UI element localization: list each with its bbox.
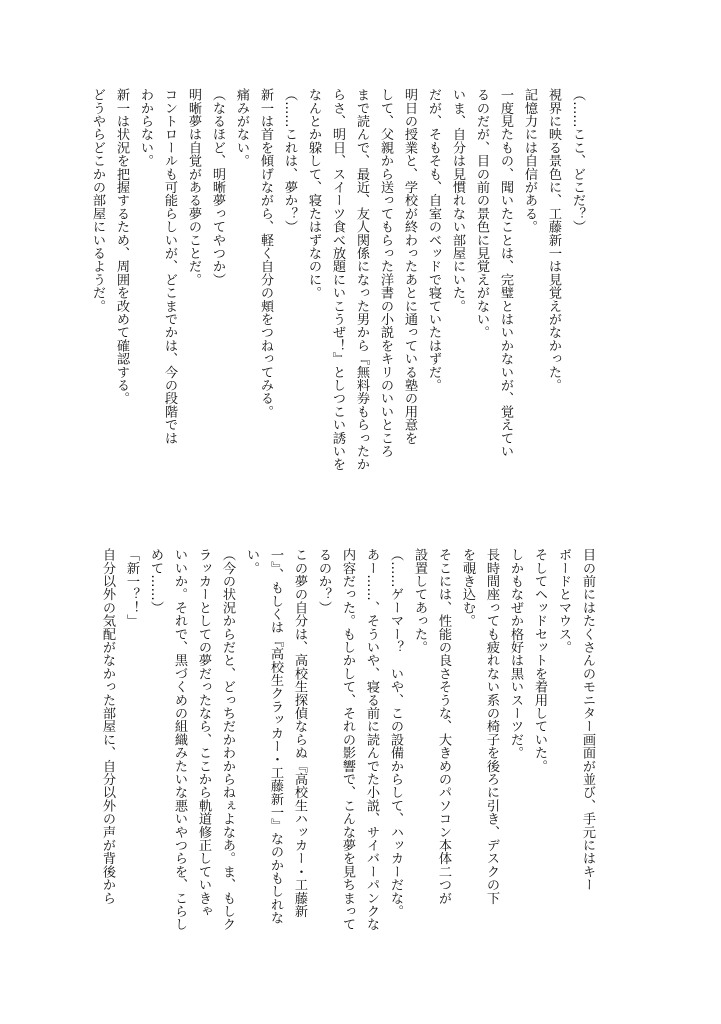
text-line: 新一は状況を把握するため、周囲を改めて確認する。 xyxy=(114,88,129,405)
text-line: （……ここ、どこだ？） xyxy=(570,88,585,234)
text-line: 内容だった。もしかして、それの影響で、こんな夢を見ちまって xyxy=(340,548,355,931)
text-line: 痛みがない。 xyxy=(234,88,249,168)
text-line: ボードとマウス。 xyxy=(556,548,571,654)
text-line: あー……、そういや、寝る前に読んでた小説、サイバーパンクな xyxy=(364,548,379,931)
text-line: 自分以外の気配がなかった部屋に、自分以外の声が背後から xyxy=(100,548,115,905)
text-line: どうやらどこかの部屋にいるようだ。 xyxy=(90,88,105,313)
text-line: わからない。 xyxy=(138,88,153,168)
text-line: だが、そもそも、自室のベッドで寝ていたはずだ。 xyxy=(426,88,441,392)
text-line: そしてヘッドセットを着用していた。 xyxy=(532,548,547,773)
text-line: いま、自分は見慣れない部屋にいた。 xyxy=(450,88,465,313)
text-line: 一』、もしくは『高校生クラッカー・工藤新一』なのかもしれな xyxy=(268,548,283,925)
text-line: なんとか躱して、寝たはずなのに。 xyxy=(306,88,321,300)
text-line: まで読んで、最近、友人関係になった男から『無料券もらったか xyxy=(354,88,369,471)
text-line: 明日の授業と、学校が終わったあとに通っている塾の用意を xyxy=(402,88,417,445)
text-line: い。 xyxy=(244,548,259,575)
text-line: 記憶力には自信がある。 xyxy=(522,88,537,234)
text-line: （今の状況からだと、どっちだかわからねぇよなあ。ま、もしク xyxy=(220,548,235,931)
text-line: そこには、性能の良さそうな、大きめのパソコン本体二つが xyxy=(436,548,451,905)
text-line: コントロールも可能らしいが、どこまでかは、今の段階では xyxy=(162,88,177,445)
text-line: 一度見たもの、聞いたことは、完璧とはいかないが、覚えてい xyxy=(498,88,513,458)
text-line: （……ゲーマー？ いや、この設備からして、ハッカーだな。 xyxy=(388,548,403,918)
text-line: 長時間座っても疲れない系の椅子を後ろに引き、デスクの下 xyxy=(484,548,499,905)
text-line: 明晰夢は自覚がある夢のことだ。 xyxy=(186,88,201,286)
text-line: いいか。それで、黒づくめの組織みたいな悪いやつらを、こらし xyxy=(172,548,187,931)
text-line: （……これは、夢か？） xyxy=(282,88,297,234)
text-line: 目の前にはたくさんのモニター画面が並び、手元にはキー xyxy=(580,548,595,892)
text-line: 新一は首を傾げながら、軽く自分の頬をつねってみる。 xyxy=(258,88,273,418)
text-line: 「新一？！」 xyxy=(124,548,139,628)
text-line: 視界に映る景色に、工藤新一は見覚えがなかった。 xyxy=(546,88,561,392)
text-line: して、父親から送ってもらった洋書の小説をキリのいいところ xyxy=(378,88,393,458)
text-line: るのだが、目の前の景色に見覚えがない。 xyxy=(474,88,489,339)
text-line: しかもなぜか格好は黒いスーツだ。 xyxy=(508,548,523,760)
text-line: めて……） xyxy=(148,548,163,614)
text-line: ラッカーとしての夢だったなら、ここから軌道修正していきゃ xyxy=(196,548,211,918)
text-line: るのか？） xyxy=(316,548,331,614)
text-line: （なるほど、明晰夢ってやつか） xyxy=(210,88,225,286)
text-line: この夢の自分は、高校生探偵ならぬ『高校生ハッカー・工藤新 xyxy=(292,548,307,918)
text-line: らさ、明日、スイーツ食べ放題にいこうぜ！』としつこい誘いを xyxy=(330,88,345,471)
text-line: を覗き込む。 xyxy=(460,548,475,628)
text-line: 設置してあった。 xyxy=(412,548,427,654)
